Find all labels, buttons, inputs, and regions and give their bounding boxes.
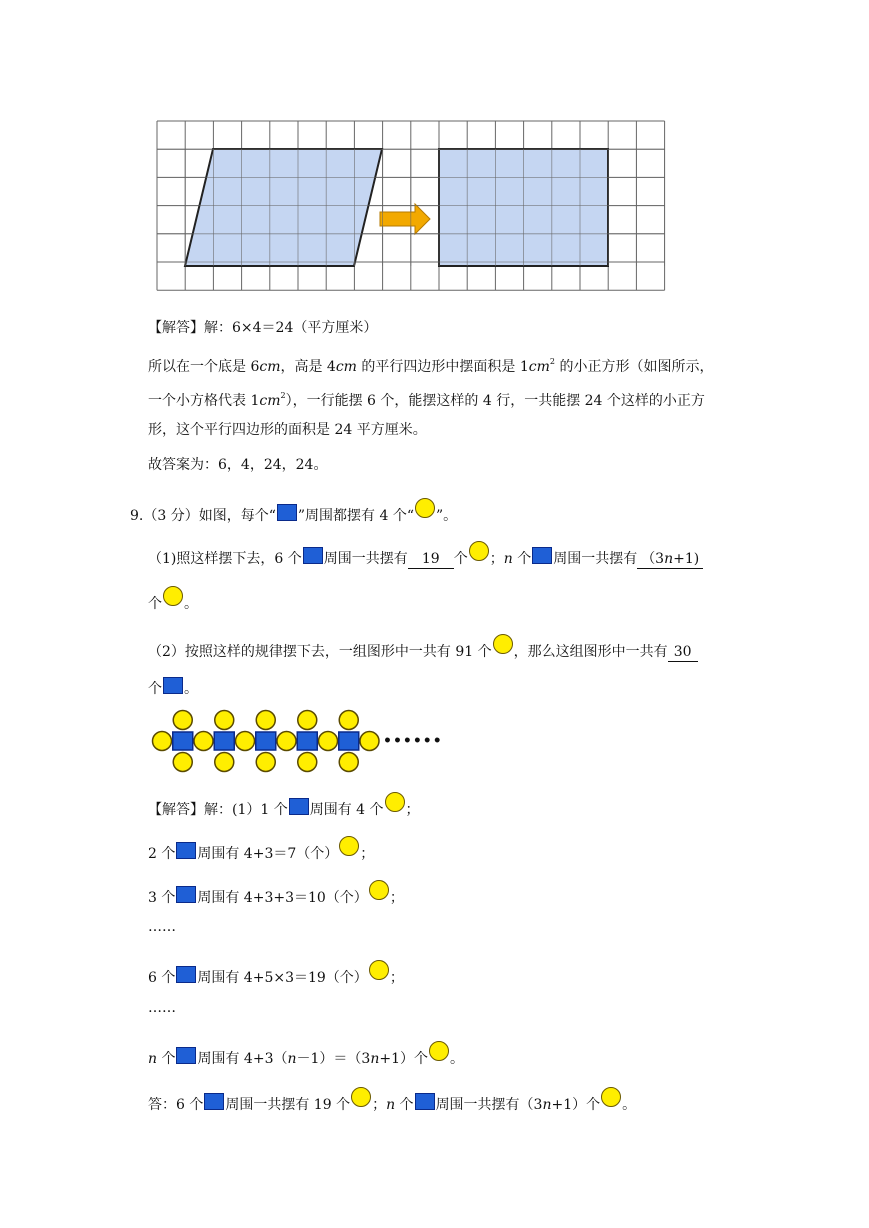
yellow-circle-icon <box>351 1087 371 1107</box>
yellow-circle-icon <box>319 732 338 751</box>
yellow-circle-icon <box>215 753 234 772</box>
yellow-circle-icon <box>339 836 359 856</box>
answer-bracket: 【解答】 <box>148 320 204 336</box>
question9-part1: （1)照这样摆下去，6 个 周围一共摆有 19 个 ；n 个 周围一共摆有 （3n+1) <box>148 541 703 563</box>
answer8-final: 故答案为：6，4，24，24。 <box>148 457 328 473</box>
yellow-circle-icon <box>385 792 405 812</box>
yellow-circle-icon <box>215 711 234 730</box>
blue-square-icon <box>176 886 196 903</box>
answer-blank-2: （3n+1) <box>637 550 703 569</box>
yellow-circle-icon <box>173 753 192 772</box>
yellow-circle-icon <box>429 1041 449 1061</box>
yellow-circle-icon <box>277 732 296 751</box>
answer8-line2: 一个小方格代表 $1cm^2$），一行能摆 6 个，能摆这样的 4 行，一共能摆 24 个这样的小正方 <box>148 391 705 409</box>
blue-square-icon <box>176 1047 196 1064</box>
yellow-circle-icon <box>163 586 183 606</box>
yellow-circle-icon <box>493 634 513 654</box>
question9-stem: 9.（3 分）如图，每个“ ”周围都摆有 4 个“ ”。 <box>130 498 457 520</box>
answer9-row6: 6 个 周围有 4+5×3＝19（个） ； <box>148 960 404 982</box>
answer8-line3: 形，这个平行四边形的面积是 24 平方厘米。 <box>148 422 427 438</box>
parallelogram-shape <box>185 149 382 266</box>
yellow-circle-icon <box>339 753 358 772</box>
yellow-circle-icon <box>173 711 192 730</box>
blue-square-icon <box>176 842 196 859</box>
answer8-heading <box>148 317 377 339</box>
answer9-heading: 【解答】解：(1）1 个 周围有 4 个 ； <box>148 792 420 814</box>
answer9-conclusion: 答：6 个 周围一共摆有 19 个 ；n 个 周围一共摆有（3n+1）个 。 <box>148 1087 636 1109</box>
blue-square-icon <box>277 504 297 521</box>
blue-square-icon <box>173 732 193 750</box>
ellipsis-2: …… <box>148 1000 176 1016</box>
answer9-row-n: n 个 周围有 4+3（n－1）＝（3n+1）个 。 <box>148 1041 464 1063</box>
answer8-calc: 解：6×4＝24（平方厘米） <box>204 320 378 336</box>
blue-square-icon <box>163 677 183 694</box>
yellow-circle-icon <box>369 880 389 900</box>
yellow-circle-icon <box>369 960 389 980</box>
yellow-circle-icon <box>339 711 358 730</box>
continuation-dots: •••••• <box>383 733 443 749</box>
yellow-circle-icon <box>153 732 172 751</box>
yellow-circle-icon <box>298 753 317 772</box>
yellow-circle-icon <box>236 732 255 751</box>
grid-figure <box>156 120 668 300</box>
blue-square-icon <box>339 732 359 750</box>
yellow-circle-icon <box>298 711 317 730</box>
yellow-circle-icon <box>194 732 213 751</box>
yellow-circle-icon <box>256 753 275 772</box>
question9-part1-tail: 个 。 <box>148 586 198 608</box>
answer9-row3: 3 个 周围有 4+3+3＝10（个） ； <box>148 880 404 902</box>
blue-square-icon <box>176 966 196 983</box>
blue-square-icon <box>289 798 309 815</box>
answer-blank-3: 30 <box>668 643 698 662</box>
question9-part2: （2）按照这样的规律摆下去，一组图形中一共有 91 个 ，那么这组图形中一共有 30 <box>148 634 698 656</box>
yellow-circle-icon <box>256 711 275 730</box>
answer-blank-1: 19 <box>408 550 454 569</box>
question9-part2-tail: 个 。 <box>148 677 198 699</box>
yellow-circle-icon <box>360 732 379 751</box>
yellow-circle-icon <box>601 1087 621 1107</box>
ellipsis-1: …… <box>148 919 176 935</box>
blue-square-icon <box>214 732 234 750</box>
yellow-circle-icon <box>415 498 435 518</box>
blue-square-icon <box>297 732 317 750</box>
answer9-row2: 2 个 周围有 4+3＝7（个） ； <box>148 836 374 858</box>
yellow-circle-icon <box>469 541 489 561</box>
blue-square-icon <box>532 547 552 564</box>
blue-square-icon <box>303 547 323 564</box>
blue-square-icon <box>204 1093 224 1110</box>
blue-square-icon <box>256 732 276 750</box>
blue-square-icon <box>415 1093 435 1110</box>
arrow-icon <box>380 204 430 234</box>
answer8-line1: 所以在一个底是 6cm，高是 4cm 的平行四边形中摆面积是 $1cm^2$ 的小正方形（如图所示， <box>148 357 714 375</box>
